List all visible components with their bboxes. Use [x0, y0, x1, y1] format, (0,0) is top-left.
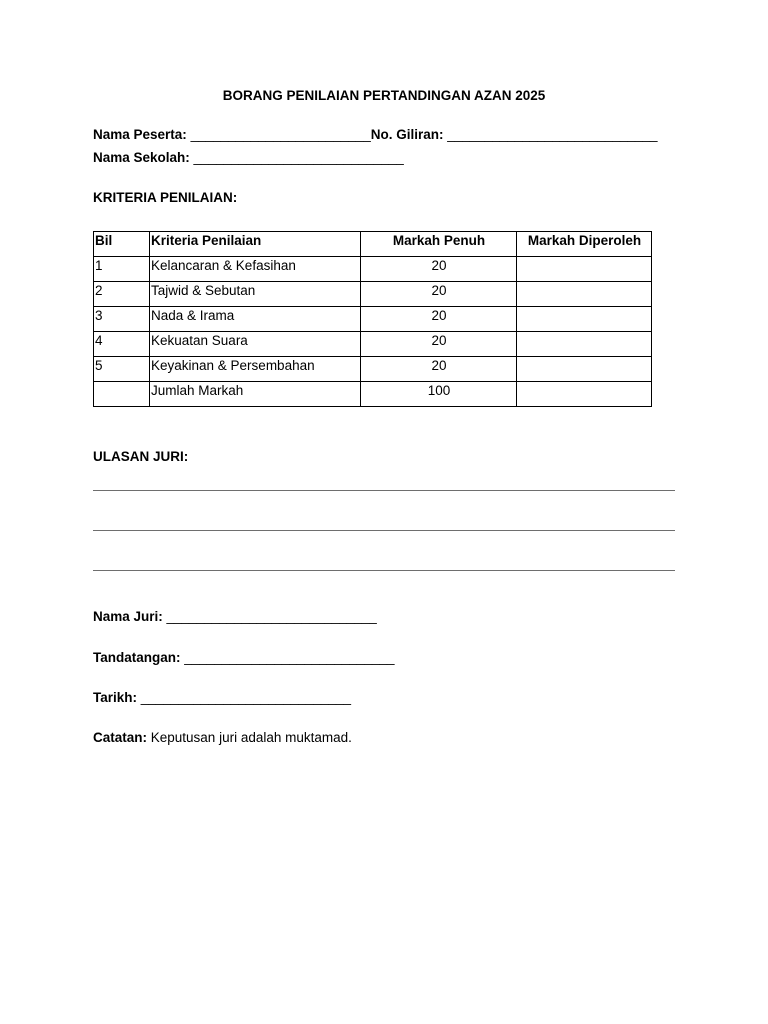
review-heading: ULASAN JURI:: [93, 449, 189, 464]
row-obtained-marks[interactable]: [517, 332, 652, 357]
row-obtained-marks[interactable]: [517, 307, 652, 332]
row-full-marks: 20: [361, 357, 517, 382]
date-blank[interactable]: ____________________________: [137, 690, 351, 705]
review-line-3[interactable]: [93, 570, 675, 571]
row-criteria: Kekuatan Suara: [150, 332, 361, 357]
note-label: Catatan:: [93, 730, 148, 745]
row-full-marks: 20: [361, 307, 517, 332]
table-row: [94, 257, 652, 282]
row-full-marks: 20: [361, 332, 517, 357]
table-row: [94, 332, 652, 357]
table-row: [94, 307, 652, 332]
participant-label: Nama Peserta:: [93, 127, 187, 142]
total-empty-cell: [94, 382, 150, 407]
row-criteria: Kelancaran & Kefasihan: [150, 257, 361, 282]
signature-blank[interactable]: ____________________________: [180, 650, 395, 665]
row-full-marks: 20: [361, 257, 517, 282]
judge-name-line: [93, 609, 377, 624]
note-line: [93, 730, 352, 745]
criteria-heading: KRITERIA PENILAIAN:: [93, 190, 238, 205]
school-blank[interactable]: ____________________________: [189, 150, 404, 165]
row-criteria: Tajwid & Sebutan: [150, 282, 361, 307]
row-number: 1: [94, 257, 150, 282]
row-criteria: Nada & Irama: [150, 307, 361, 332]
total-row: [94, 382, 652, 407]
number-label: No. Giliran:: [370, 127, 444, 142]
school-line: [93, 150, 404, 165]
row-obtained-marks[interactable]: [517, 282, 652, 307]
criteria-table: [93, 231, 652, 407]
row-number: 3: [94, 307, 150, 332]
review-line-1[interactable]: [93, 490, 675, 491]
form-title: BORANG PENILAIAN PERTANDINGAN AZAN 2025: [222, 88, 546, 103]
signature-line: [93, 650, 394, 665]
total-full-marks: 100: [361, 382, 517, 407]
date-label: Tarikh:: [93, 690, 138, 705]
number-blank[interactable]: ____________________________: [443, 127, 658, 142]
table-row: [94, 357, 652, 382]
date-line: [93, 690, 351, 705]
judge-name-blank[interactable]: ____________________________: [162, 609, 377, 624]
row-number: 4: [94, 332, 150, 357]
table-header-row: [94, 232, 652, 257]
review-line-2[interactable]: [93, 530, 675, 531]
school-label: Nama Sekolah:: [93, 150, 190, 165]
row-obtained-marks[interactable]: [517, 357, 652, 382]
row-number: 2: [94, 282, 150, 307]
row-full-marks: 20: [361, 282, 517, 307]
header-full-marks: Markah Penuh: [361, 232, 517, 257]
participant-blank[interactable]: ________________________: [186, 127, 371, 142]
row-number: 5: [94, 357, 150, 382]
total-obtained-marks[interactable]: [517, 382, 652, 407]
table-row: [94, 282, 652, 307]
row-obtained-marks[interactable]: [517, 257, 652, 282]
header-criteria: Kriteria Penilaian: [150, 232, 361, 257]
judge-name-label: Nama Juri:: [93, 609, 163, 624]
header-no: Bil: [94, 232, 150, 257]
total-label: Jumlah Markah: [150, 382, 361, 407]
participant-line: [93, 127, 658, 142]
header-obtained-marks: Markah Diperoleh: [517, 232, 652, 257]
note-text: Keputusan juri adalah muktamad.: [147, 730, 352, 745]
row-criteria: Keyakinan & Persembahan: [150, 357, 361, 382]
signature-label: Tandatangan:: [93, 650, 181, 665]
